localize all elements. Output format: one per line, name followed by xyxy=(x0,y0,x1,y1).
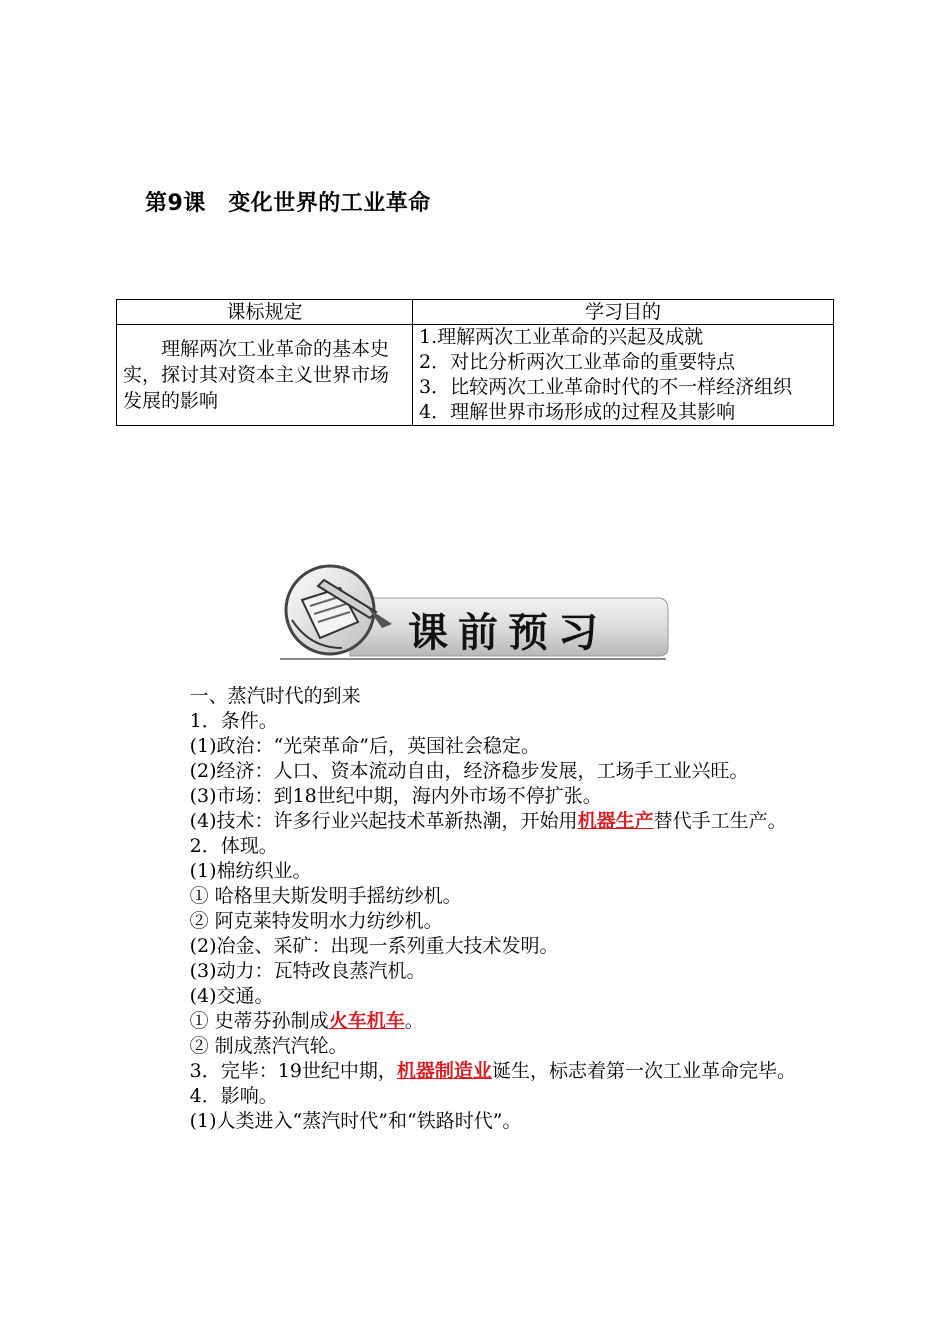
list-item xyxy=(145,1059,810,1084)
list-item: (3)动力：瓦特改良蒸汽机。 xyxy=(189,960,426,982)
list-item: ② 阿克莱特发明水力纺纱机。 xyxy=(189,910,443,932)
list-item: (1)政治：“光荣革命”后，英国社会稳定。 xyxy=(189,735,540,757)
text-span: 。 xyxy=(404,1010,424,1032)
table-header-standards: 课标规定 xyxy=(117,300,413,325)
highlight-answer: 火车机车 xyxy=(328,1010,405,1032)
curriculum-standards-table xyxy=(116,299,834,426)
list-item: 4．影响。 xyxy=(189,1085,278,1107)
list-item: 2．体现。 xyxy=(189,835,278,857)
standards-cell xyxy=(117,325,413,426)
list-item: (3)市场：到18世纪中期，海内外市场不停扩张。 xyxy=(189,785,602,807)
list-item: (2)冶金、采矿：出现一系列重大技术发明。 xyxy=(189,935,559,957)
table-header-objectives: 学习目的 xyxy=(413,300,834,325)
text-span: 诞生，标志着第一次工业革命完毕。 xyxy=(491,1060,796,1082)
banner-text: 课前预习 xyxy=(408,609,608,656)
text-span: 替代手工生产。 xyxy=(653,810,787,832)
table-row xyxy=(117,325,834,426)
list-item: (1)棉纺织业。 xyxy=(189,860,312,882)
lesson-title: 第9课 变化世界的工业革命 xyxy=(145,191,431,216)
objective-item: 1.理解两次工业革命的兴起及成就 xyxy=(419,326,704,348)
standards-text: 理解两次工业革命的基本史实，探讨其对资本主义世界市场发展的影响 xyxy=(123,338,390,412)
list-item xyxy=(145,1009,810,1034)
text-span: (4)技术：许多行业兴起技术革新热潮，开始用 xyxy=(189,810,578,832)
list-item: ① 哈格里夫斯发明手摇纺纱机。 xyxy=(189,885,462,907)
preview-banner xyxy=(280,560,670,664)
list-item: ② 制成蒸汽汽轮。 xyxy=(189,1035,348,1057)
table-header-row xyxy=(117,300,834,325)
objective-item: 2．对比分析两次工业革命的重要特点 xyxy=(419,351,736,373)
highlight-answer: 机器制造业 xyxy=(396,1060,492,1082)
preview-content xyxy=(145,684,810,1134)
text-span: 3．完毕：19世纪中期， xyxy=(189,1060,397,1082)
objective-item: 4．理解世界市场形成的过程及其影响 xyxy=(419,401,736,423)
objective-item: 3．比较两次工业革命时代的不一样经济组织 xyxy=(419,376,793,398)
list-item: (1)人类进入“蒸汽时代”和“铁路时代”。 xyxy=(189,1110,522,1132)
objectives-cell xyxy=(413,325,834,426)
list-item: (4)交通。 xyxy=(189,985,274,1007)
list-item xyxy=(145,809,810,834)
list-item: 1．条件。 xyxy=(189,710,278,732)
list-item: (2)经济：人口、资本流动自由，经济稳步发展，工场手工业兴旺。 xyxy=(189,760,749,782)
text-span: ① 史蒂芬孙制成 xyxy=(189,1010,329,1032)
section-heading: 一、蒸汽时代的到来 xyxy=(189,685,361,707)
highlight-answer: 机器生产 xyxy=(577,810,654,832)
